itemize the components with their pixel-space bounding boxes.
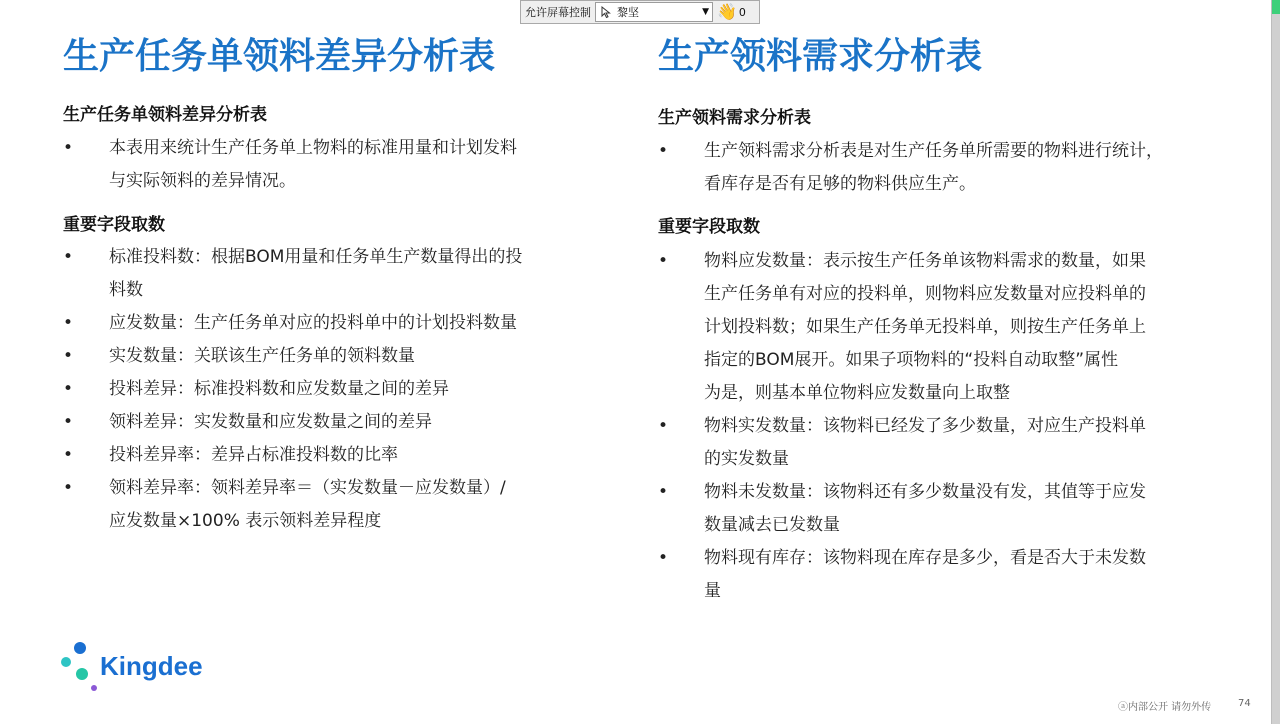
- right-section2-item-line: 物料实发数量：该物料已经发了多少数量，对应生产投料单: [704, 416, 1146, 436]
- chevron-down-icon: ▼: [702, 7, 709, 17]
- right-section2-item-line: 为是，则基本单位物料应发数量向上取整: [704, 383, 1010, 403]
- left-section2-item-line: 标准投料数：根据BOM用量和任务单生产数量得出的投: [109, 247, 523, 267]
- left-section1-item-line: 与实际领料的差异情况。: [109, 171, 296, 191]
- brand-name: Kingdee: [100, 651, 203, 681]
- right-section2-item: [658, 476, 1146, 542]
- right-section2-item-line: 物料应发数量：表示按生产任务单该物料需求的数量，如果: [704, 251, 1146, 271]
- left-section2-heading: 重要字段取数: [63, 215, 165, 235]
- left-section2-item: [63, 406, 522, 439]
- bullet-icon: •: [63, 412, 74, 432]
- left-section2-item-line: 投料差异：标准投料数和应发数量之间的差异: [109, 379, 449, 399]
- bullet-icon: •: [63, 445, 74, 465]
- page-number: 74: [1238, 698, 1251, 709]
- bullet-icon: •: [658, 416, 669, 436]
- right-section1-item-line: 生产领料需求分析表是对生产任务单所需要的物料进行统计，: [704, 141, 1163, 161]
- bullet-icon: •: [63, 346, 74, 366]
- bullet-icon: •: [63, 379, 74, 399]
- right-section2-item-line: 指定的BOM展开。如果子项物料的“投料自动取整”属性: [704, 350, 1119, 370]
- user-select-value: 黎坚: [617, 6, 639, 19]
- right-section2-item-line: 量: [704, 581, 721, 601]
- left-section2-item: [63, 241, 522, 307]
- bullet-icon: •: [63, 247, 74, 267]
- right-section2-heading: 重要字段取数: [658, 217, 760, 237]
- left-section2-item-line: 应发数量×100% 表示领料差异程度: [109, 511, 382, 531]
- mouse-icon: [599, 5, 613, 19]
- right-section1-heading: 生产领料需求分析表: [658, 108, 811, 128]
- left-title: 生产任务单领料差异分析表: [63, 36, 496, 77]
- window-edge: [1271, 0, 1280, 724]
- hand-count: 0: [738, 5, 746, 19]
- right-section2-item: [658, 410, 1146, 476]
- left-section2-item-line: 实发数量：关联该生产任务单的领料数量: [109, 346, 415, 366]
- right-section2-list: [658, 245, 1146, 608]
- left-section1-item: [63, 132, 517, 198]
- left-section2-item: [63, 307, 522, 340]
- bullet-icon: •: [63, 478, 74, 498]
- left-section2-item: [63, 472, 522, 538]
- confidential-note: ⓐ内部公开 请勿外传: [1118, 702, 1212, 713]
- left-section2-item: [63, 340, 522, 373]
- raise-hand-icon[interactable]: 👋: [717, 2, 737, 21]
- right-section1-item-line: 看库存是否有足够的物料供应生产。: [704, 174, 976, 194]
- right-section1-item: [658, 135, 1163, 201]
- right-section2-item-line: 计划投料数；如果生产任务单无投料单，则按生产任务单上: [704, 317, 1146, 337]
- right-section2-item-line: 数量减去已发数量: [704, 515, 840, 535]
- right-title: 生产领料需求分析表: [658, 36, 983, 77]
- left-section2-item: [63, 373, 522, 406]
- left-section1-list: [63, 132, 517, 198]
- left-section2-item-line: 领料差异率：领料差异率＝（实发数量－应发数量）/: [109, 478, 506, 498]
- left-section2-item: [63, 439, 522, 472]
- left-section2-item-line: 应发数量：生产任务单对应的投料单中的计划投料数量: [109, 313, 517, 333]
- left-section2-item-line: 领料差异：实发数量和应发数量之间的差异: [109, 412, 432, 432]
- bullet-icon: •: [658, 141, 669, 161]
- screen-control-toolbar: [520, 0, 760, 24]
- right-section1-list: [658, 135, 1163, 201]
- right-section2-item: [658, 542, 1146, 608]
- right-section2-item: [658, 245, 1146, 410]
- screen-control-label: 允许屏幕控制: [525, 6, 591, 19]
- bullet-icon: •: [658, 548, 669, 568]
- right-section2-item-line: 生产任务单有对应的投料单，则物料应发数量对应投料单的: [704, 284, 1146, 304]
- bullet-icon: •: [63, 313, 74, 333]
- left-section2-item-line: 料数: [109, 280, 143, 300]
- left-section1-item-line: 本表用来统计生产任务单上物料的标准用量和计划发料: [109, 138, 517, 158]
- bullet-icon: •: [63, 138, 74, 158]
- bullet-icon: •: [658, 482, 669, 502]
- window-edge-corner: [1272, 0, 1280, 14]
- left-section1-heading: 生产任务单领料差异分析表: [63, 105, 267, 125]
- right-section2-item-line: 物料未发数量：该物料还有多少数量没有发，其值等于应发: [704, 482, 1146, 502]
- right-section2-item-line: 的实发数量: [704, 449, 789, 469]
- left-section2-list: [63, 241, 522, 538]
- left-section2-item-line: 投料差异率：差异占标准投料数的比率: [109, 445, 398, 465]
- bullet-icon: •: [658, 251, 669, 271]
- right-section2-item-line: 物料现有库存：该物料现在库存是多少，看是否大于未发数: [704, 548, 1146, 568]
- user-select[interactable]: [595, 2, 713, 22]
